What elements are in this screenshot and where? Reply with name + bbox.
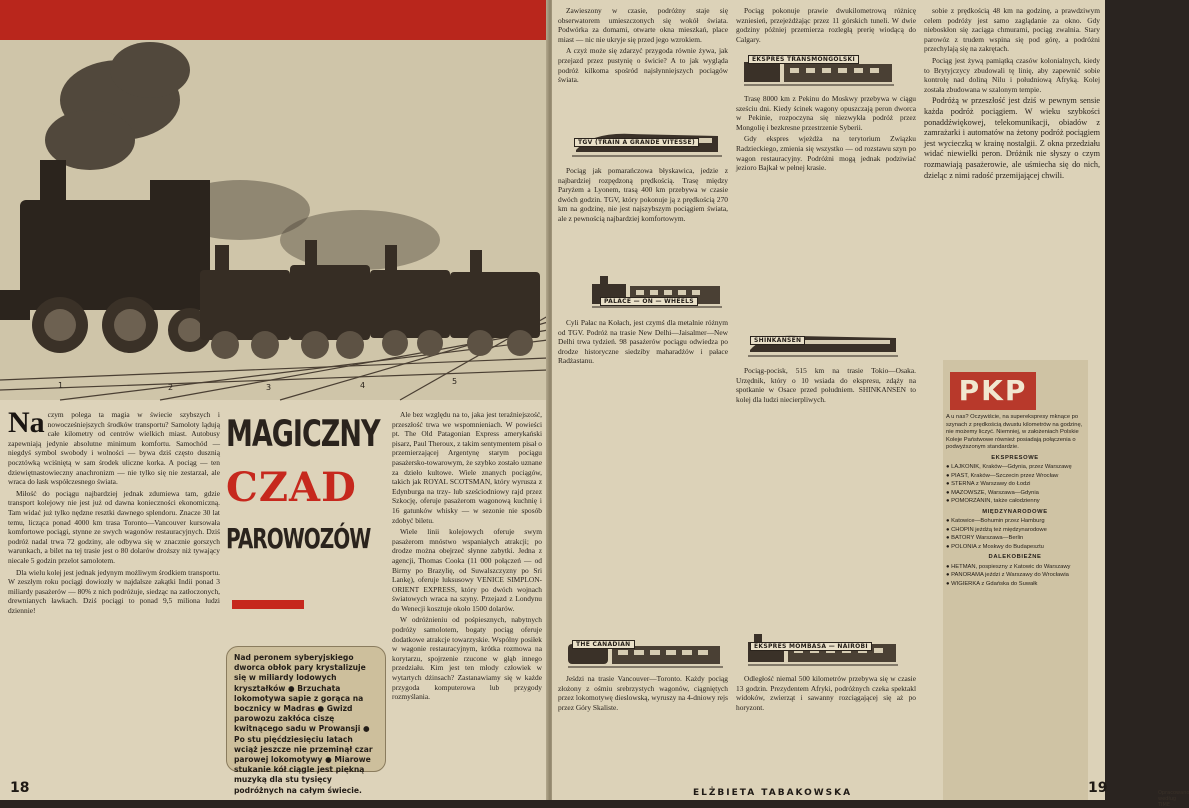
right-col2-para-1: Pociąg pokonuje prawie dwukilometrową różnicę wzniesień, przejeżdżając przez 11 górskich tuneli. W dwie godziny później przemierza rozległą prerię wiodącą do Calgary. [736, 6, 916, 44]
pkp-item: ● STERNA z Warszawy do Łodzi [946, 481, 1031, 487]
title-red-bar [232, 600, 304, 609]
pkp-item: ● HETMAN, pospieszny z Katowic do Warszawy [946, 563, 1071, 570]
right-col3-para-1: sobie z prędkością 48 km na godzinę, a prawdziwym celem podróży jest samo zaglądanie za okno. Gdy nieboskłon się zaciąga chmurami, pociąg zwalnia. Stary parowóz z trudem wspina się pod górę, a podróżni przechylają się na zakrętach. [924, 6, 1100, 54]
svg-text:3: 3 [266, 383, 272, 392]
svg-text:2: 2 [168, 383, 174, 392]
left-column-1 [8, 406, 220, 785]
top-red-band [0, 0, 548, 40]
title-line-2: CZAD [226, 464, 357, 511]
col3-para-3: W odróżnieniu od pośpiesznych, nabytnych podróży samolotem, bogaty pociąg oferuje dodatkowe atrakcje towarzyskie. Wspólny posiłek w wagonie restauracyjnym, krótka rozmowa na korytarzu, spojrzenie rzucone w głąb innego przedziału. Kim jest ten młody człowiek w wytartych dżinsach? Zastanawiamy się w każde przygoda komputerowa lub przygody rozmyślania. [392, 615, 542, 702]
pkp-item: ● POLONIA z Moskwy do Budapesztu [946, 543, 1044, 550]
pkp-intro: A u nas? Oczywiście, na superekspresy mknące po szynach z prędkością dwustu kilometrów na godzinę, nie możemy liczyć. Niemniej, w założeniach Polskie Koleje Państwowe również posiadają połączenia o podwyższonym standardzie. [946, 414, 1083, 450]
right-col2-block4 [736, 674, 916, 784]
col3-para-2: Wiele linii kolejowych oferuje swym pasażerom mnóstwo wspaniałych atrakcji; po drodze można obejrzeć słynne zabytki. Jedna z agencji, Thomas Cooka (11 000 połączeń — od Birmy po Brazylię, od Suwalszczyzny po Sri Lankę), oferuje luksusowy VENICE SIMPLON-ORIENT EXPRESS, który po dwóch wojnach światowych wraca na szyny. Przejazd z Londynu do Wenecji kosztuje około 1500 dolarów. [392, 527, 542, 613]
right-col2-para-2: Trasę 8000 km z Pekinu do Moskwy przebywa w ciągu sześciu dni. Kiedy ścinek wagony opuszczają peron dworca w Pekinie, rozpoczyna się niezwykła podróż przez Mongolię i bezkresne przestrzenie Syberii. [736, 94, 916, 132]
right-col1-para-2: A czyż może się zdarzyć przygoda równie żywa, jak przejazd przez pustynię o świcie? A to jak wygląda podróż kilkoma spośród najsłynniejszych pociągów świata. [558, 46, 728, 85]
right-col2-block1 [736, 6, 916, 48]
col1-para-2: Miłość do pociągu najbardziej jednak zdumiewa tam, gdzie transport kolejowy nie jest już od dawna konieczności ekonomiczną. Tam widać już tylko nędzne resztki dawnego splendoru. Znacze 30 lat temu, licząca ponad 4000 km trasa Toronto—Vancouver kursowała komfortowe pociągi, stynne ze swych wagonów restauracyjnych. Dziś podróż nadal trwa 72 godziny, ale odbywa się w znacznie gorszych warunkach, a bilet na tej trasie jest o 80 dolarów droższy niż tywający niecałe 5 godzin przelot samolotem. [8, 488, 220, 565]
locomotives-engraving [0, 40, 548, 400]
pkp-item: ● CHOPIN jeżdżą też międzynarodowe [946, 526, 1047, 533]
page-number-right: 19 [1088, 780, 1108, 796]
right-col2-para-4: Pociąg-pocisk, 515 km na trasie Tokio—Osaka. Urzędnik, który o 10 wsiada do ekspresu, zdąży na spotkanie w Osace przed południem. SHINKANSEN to kolej dla ludzi niecierpliwych. [736, 366, 916, 404]
caption-mombasa: EKSPRES MOMBASA — NAIROBI [750, 642, 872, 651]
right-col1-para-3: Pociąg jak pomarańczowa błyskawica, jedzie z najbardziej rozpędzoną prędkością. Trasę między Paryżem a Lyonem, trasą 400 km przebywa w czasie dwóch godzin. TGV, który pokonuje ją z prędkością 270 km na godzinę, nie jest najszybszym pociągiem świata, ale z pewnością najbardziej komfortowym. [558, 166, 728, 223]
right-col1-para-5: Jeśdzi na trasie Vancouver—Toronto. Każdy pociąg złożony z ośmiu srebrzystych wagonów, ciągniętych przez lokomotywę dieslowską, wyruszy na 4-dniowy rejs przez Góry Skaliste. [558, 674, 728, 712]
caption-shinkansen: SHINKANSEN [750, 336, 805, 345]
palace-train-image [592, 272, 722, 312]
pkp-section-longdistance: DALEKOBIEŻNE [988, 554, 1042, 560]
pkp-item: ● PANORAMA jeździ z Warszawy do Wrocławia [946, 572, 1069, 578]
right-col1-para-4: Cyli Pałac na Kołach, jest czymś dla metalnie różnym od TGV. Podróż na trasie New Delhi—Jaisalmer—New Delhi trwa tydzień. 98 pasażerów pociągu odwiedza po drodze historyczne siedziby maharadżów i pałace Radżastanu. [558, 318, 728, 366]
right-col2-block3 [736, 366, 916, 628]
pkp-item: ● Katowice—Bohumin przez Hamburg [946, 518, 1045, 524]
svg-text:4: 4 [360, 381, 366, 390]
right-col1-block1 [558, 6, 728, 114]
caption-tgv: TGV (TRAIN À GRANDE VITESSE) [574, 138, 699, 147]
pkp-item: ● MAZOWSZE, Warszawa—Gdynia [946, 489, 1039, 496]
col1-para-3: Dla wielu kolej jest jednak jedynym możliwym środkiem transportu. W zeszłym roku pociągi dowiozły w najdalsze zakątki Indii ponad 3 miliardy pasażerów — 80% z nich podróżuje, siedząc na zatłoczonych, drewnianych ławkach. Dziś pociągi to ponad 9,5 miliona ludzi dziennie! [8, 567, 220, 615]
pkp-section-express: EKSPRESOWE [991, 454, 1039, 461]
pkp-item: ● PIAST, Kraków—Szczecin przez Wrocław [946, 472, 1059, 479]
right-col2-para-5: Odległość niemal 500 kilometrów przebywa się w czasie 13 godzin. Prezydentem Afryki, podróżnych czeka spektakl widoków, zwierząt i sawanny rozciągającej się aż po horyzont. [736, 674, 916, 712]
caption-palace: PALACE — ON — WHEELS [600, 297, 698, 306]
left-column-3 [392, 410, 542, 790]
right-col3-block1 [924, 6, 1100, 356]
pkp-text [946, 414, 1084, 792]
left-page [0, 0, 548, 800]
drop-cap: Na [8, 406, 45, 439]
caption-transmongol: EKSPRES TRANSMONGOLSKI [748, 55, 859, 64]
canadian-train-image [568, 630, 723, 672]
author-name: ELŻBIETA TABAKOWSKA [693, 788, 853, 798]
title-line-1: MAGICZNY [226, 413, 380, 456]
right-col1-para-1: Zawieszony w czasie, podróżny staje się obserwatorem umieszczonych się wokół świata. Podwórka za domami, otwarte okna mieszkań, place miast — nic nie ukryje się przed jego wzrokiem. [558, 6, 728, 44]
page-number-left: 18 [10, 780, 30, 796]
caption-canadian: THE CANADIAN [572, 640, 635, 649]
svg-text:5: 5 [452, 377, 458, 386]
pkp-item: ● LAJKONIK, Kraków—Gdynia, przez Warszawę [946, 464, 1072, 470]
svg-text:1: 1 [58, 381, 64, 390]
pkp-logo: PKP [950, 372, 1036, 410]
right-col3-para-3: Podróżą w przeszłość jest dziś w pewnym sensie każda podróż pociągiem. W wieku szybkości ponaddźwiękowej, telekomunikacji, obiadów z zamrażarki i automatów na żetony podróż pociągiem jest wycieczką w krainę nostalgii. Z okna przedziału widać niewielki peron. Dróżnik nie słyszy o czym rozmawiają pasażerowie, ale uśmiecha się do nich, dzieląc z nimi radość przemijającej chwili. [924, 96, 1100, 180]
title-line-3: PAROWOZÓW [226, 521, 371, 555]
col3-para-1: Ale bez względu na to, jaka jest teraźniejszość, przeszłość trwa we wspomnieniach. W powieści pt. The Old Patagonian Express amerykański pisarz, Paul Theroux, z takim sentymentem pisał o przemierzającej Argentynę starym pociągu pasażersko-towarowym, że szybko zostało uznane za dzieło kultowe. Wiele znanych pociągów, takich jak ROYAL SCOTSMAN, który wyrusza z Edynburga na trzy- lub sześciodniowy rajd przez Szkocję, oferuje pasażerom wagonową kuchnię i 16 gatunków whisky — w sezonie nie sposób zdobyć biletu. [392, 410, 542, 525]
source-footnote: Opracowano według TIME [1158, 790, 1189, 808]
right-col2-block2 [736, 94, 916, 319]
right-col3-para-2: Pociąg jest żywą pamiątką czasów kolonialnych, kiedy to Brytyjczycy zbudowali tę linię, aby zapewnić sobie kontrolę nad doliną Nilu i południową Afryką. Kolej została zbudowana w szalonym tempie. [924, 55, 1100, 94]
col1-para-1: czym polega ta magia w świecie szybszych i nowocześniejszych środków transportu? Samoloty lądują całe kilometry od centrów wielkich miast. Autobusy zapewniają jedynie absolutne minimum komfortu. Samochód — niegdyś symbol swobody i wolności — bywa dziś często dusznią pocztówką wciśniętą w sam środek uliczne korka. A pociąg — ten dziewiętnastowieczny anachronizm — nie tylko się nie zestarzał, ale wraca do łask współczesnego świata. [8, 410, 220, 487]
lead-box: Nad peronem syberyjskiego dworca obłok pary krystalizuje się w miliardy lodowych kryształków ● Brzuchata lokomotywa sapie z gorąca na bocznicy w Madras ● Gwizd parowozu zakłóca ciszę kwitnącego sadu w Prowansji ● Po stu pięćdziesięciu latach wciąż jeszcze nie przeminął czar parowej lokomotywy ● Miarowe stukanie kół ciągle jest piękną muzyką dla stu tysięcy podróżnych na całym świecie. [226, 646, 386, 772]
right-col2-para-3: Gdy ekspres wjeżdża na terytorium Związku Radzieckiego, zmienia się wszystko — od rozstawu szyn po wagon restauracyjny. Podróżni mogą jednak podziwiać jezioro Bajkał w pełnej krasie. [736, 134, 916, 173]
pkp-item: ● BATORY Warszawa—Berlin [946, 535, 1024, 541]
right-col1-block2 [558, 166, 728, 266]
pkp-item: ● WIGIERKA z Gdańska do Suwałk [946, 580, 1038, 587]
right-col1-block4 [558, 674, 728, 784]
pkp-section-international: MIĘDZYNARODOWE [982, 508, 1048, 515]
right-col1-block3 [558, 318, 728, 623]
pkp-item: ● POMORZANIN, także całodzienny [946, 498, 1040, 504]
